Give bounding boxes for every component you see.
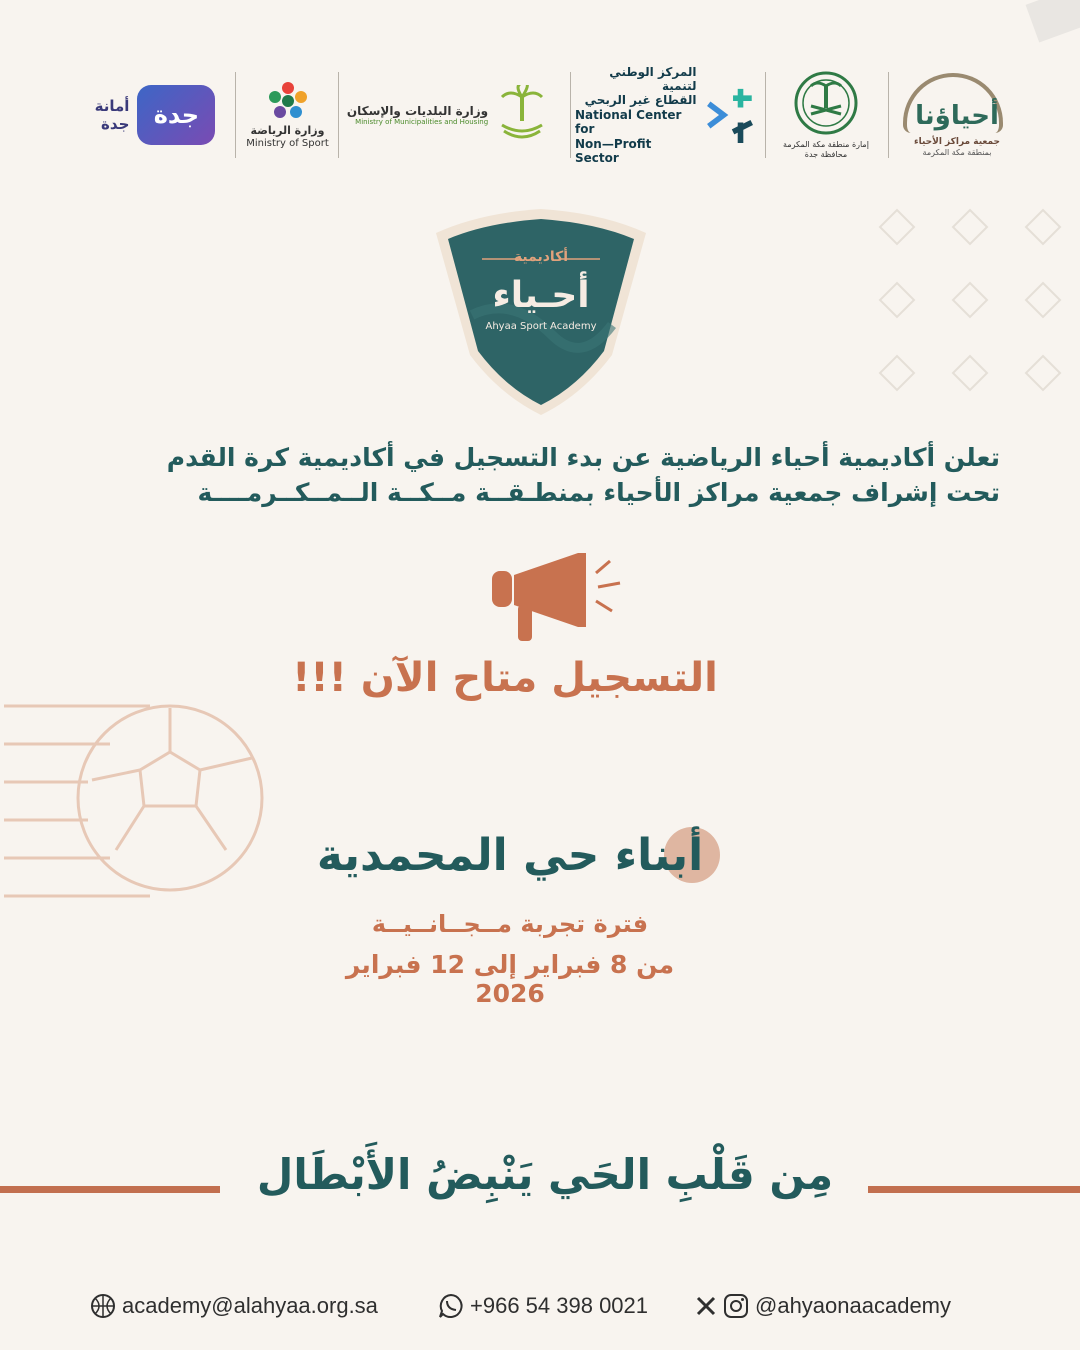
ministry-of-sport-logo bbox=[240, 60, 335, 170]
ncnp-logo bbox=[575, 60, 755, 170]
ahyaona-logo bbox=[892, 60, 1022, 170]
academy-shield-logo bbox=[432, 205, 650, 420]
logo-divider bbox=[570, 72, 571, 158]
ministry-municipalities-logo bbox=[340, 60, 555, 170]
ahyaona-region: بمنطقة مكة المكرمة bbox=[922, 147, 992, 157]
sport-ar-name: وزارة الرياضة bbox=[250, 124, 325, 138]
logo-divider bbox=[765, 72, 766, 158]
free-trial-text: فترة تجربة مــجــانــيــة bbox=[371, 910, 649, 938]
district-title: أبناء حي المحمدية bbox=[316, 830, 704, 881]
diamond bbox=[952, 209, 989, 246]
instagram-icon bbox=[723, 1293, 749, 1319]
ahyaona-subtitle: جمعية مراكز الأحياء bbox=[913, 136, 1000, 147]
ncnp-ar-line1: المركز الوطني لتنمية bbox=[609, 64, 697, 94]
football-decoration-icon bbox=[0, 680, 270, 910]
diamond bbox=[1025, 209, 1062, 246]
basketball-icon bbox=[90, 1293, 116, 1319]
diamond bbox=[1025, 282, 1062, 319]
social-handle-text[interactable]: @ahyaonaacademy bbox=[755, 1293, 952, 1318]
sport-emblem-icon bbox=[268, 80, 308, 120]
jeddah-ar-line1: أمانة bbox=[94, 97, 130, 115]
diamond bbox=[879, 282, 916, 319]
trial-dates: من 8 فبراير إلى 12 فبراير 2026 bbox=[345, 950, 675, 1008]
contact-footer bbox=[90, 1293, 990, 1327]
ncnp-arrows-icon bbox=[705, 83, 755, 147]
slogan-bar-left bbox=[0, 1186, 220, 1193]
slogan-bar-right bbox=[868, 1186, 1080, 1193]
ncnp-en-line2: Non—Profit Sector bbox=[575, 136, 652, 165]
diamond bbox=[879, 209, 916, 246]
jeddah-mark: جدة bbox=[137, 85, 215, 145]
momah-ar-name: وزارة البلديات والإسكان bbox=[346, 103, 489, 118]
diamond bbox=[879, 355, 916, 392]
emirate-line2: محافظة جدة bbox=[804, 150, 848, 159]
ncnp-en-line1: National Center for bbox=[575, 107, 682, 137]
diamond bbox=[952, 282, 989, 319]
logo-divider bbox=[338, 72, 339, 158]
partner-logos bbox=[70, 60, 1030, 170]
academy-name-en: Ahyaa Sport Academy bbox=[485, 321, 597, 332]
jeddah-ar-line2: جدة bbox=[101, 115, 130, 133]
logo-divider bbox=[235, 72, 236, 158]
announcement-line2: تحت إشراف جمعية مراكز الأحياء بمنطـقــة مــكــة الــمــكــرمــــة bbox=[197, 478, 1000, 507]
emirate-logo bbox=[770, 60, 882, 170]
diamond bbox=[1025, 355, 1062, 392]
announcement-line1: تعلن أكاديمية أحياء الرياضية عن بدء التسجيل في أكاديمية كرة القدم bbox=[166, 443, 1000, 472]
academy-name: أحـياء bbox=[492, 275, 590, 316]
jeddah-municipality-logo bbox=[80, 60, 230, 170]
phone-contact[interactable] bbox=[438, 1293, 648, 1319]
palm-swords-icon bbox=[496, 85, 548, 145]
x-icon bbox=[695, 1295, 717, 1317]
social-contact[interactable] bbox=[695, 1293, 951, 1319]
momah-en-name: Ministry of Municipalities and Housing bbox=[355, 118, 489, 126]
sport-en-name: Ministry of Sport bbox=[246, 137, 329, 149]
registration-headline: التسجيل متاح الآن !!! bbox=[292, 655, 718, 701]
whatsapp-icon bbox=[438, 1293, 464, 1319]
email-contact[interactable] bbox=[90, 1293, 378, 1319]
emirate-line1: إمارة منطقة مكة المكرمة bbox=[783, 140, 869, 150]
ahyaona-title: أحياؤنا bbox=[915, 100, 999, 131]
email-text[interactable]: academy@alahyaa.org.sa bbox=[122, 1293, 378, 1318]
emirate-emblem-icon bbox=[793, 70, 859, 136]
megaphone-icon bbox=[490, 545, 630, 650]
phone-text[interactable]: +966 54 398 0021 bbox=[470, 1293, 649, 1318]
logo-divider bbox=[888, 72, 889, 158]
slogan: مِن قَلْبِ الحَي يَنْبِضُ الأَبْطَال bbox=[256, 1150, 834, 1199]
corner-decoration bbox=[1026, 0, 1080, 42]
ncnp-ar-line2: القطاع غير الربحي bbox=[584, 93, 697, 108]
diamond bbox=[952, 355, 989, 392]
academy-label: أكاديمية bbox=[513, 249, 569, 265]
